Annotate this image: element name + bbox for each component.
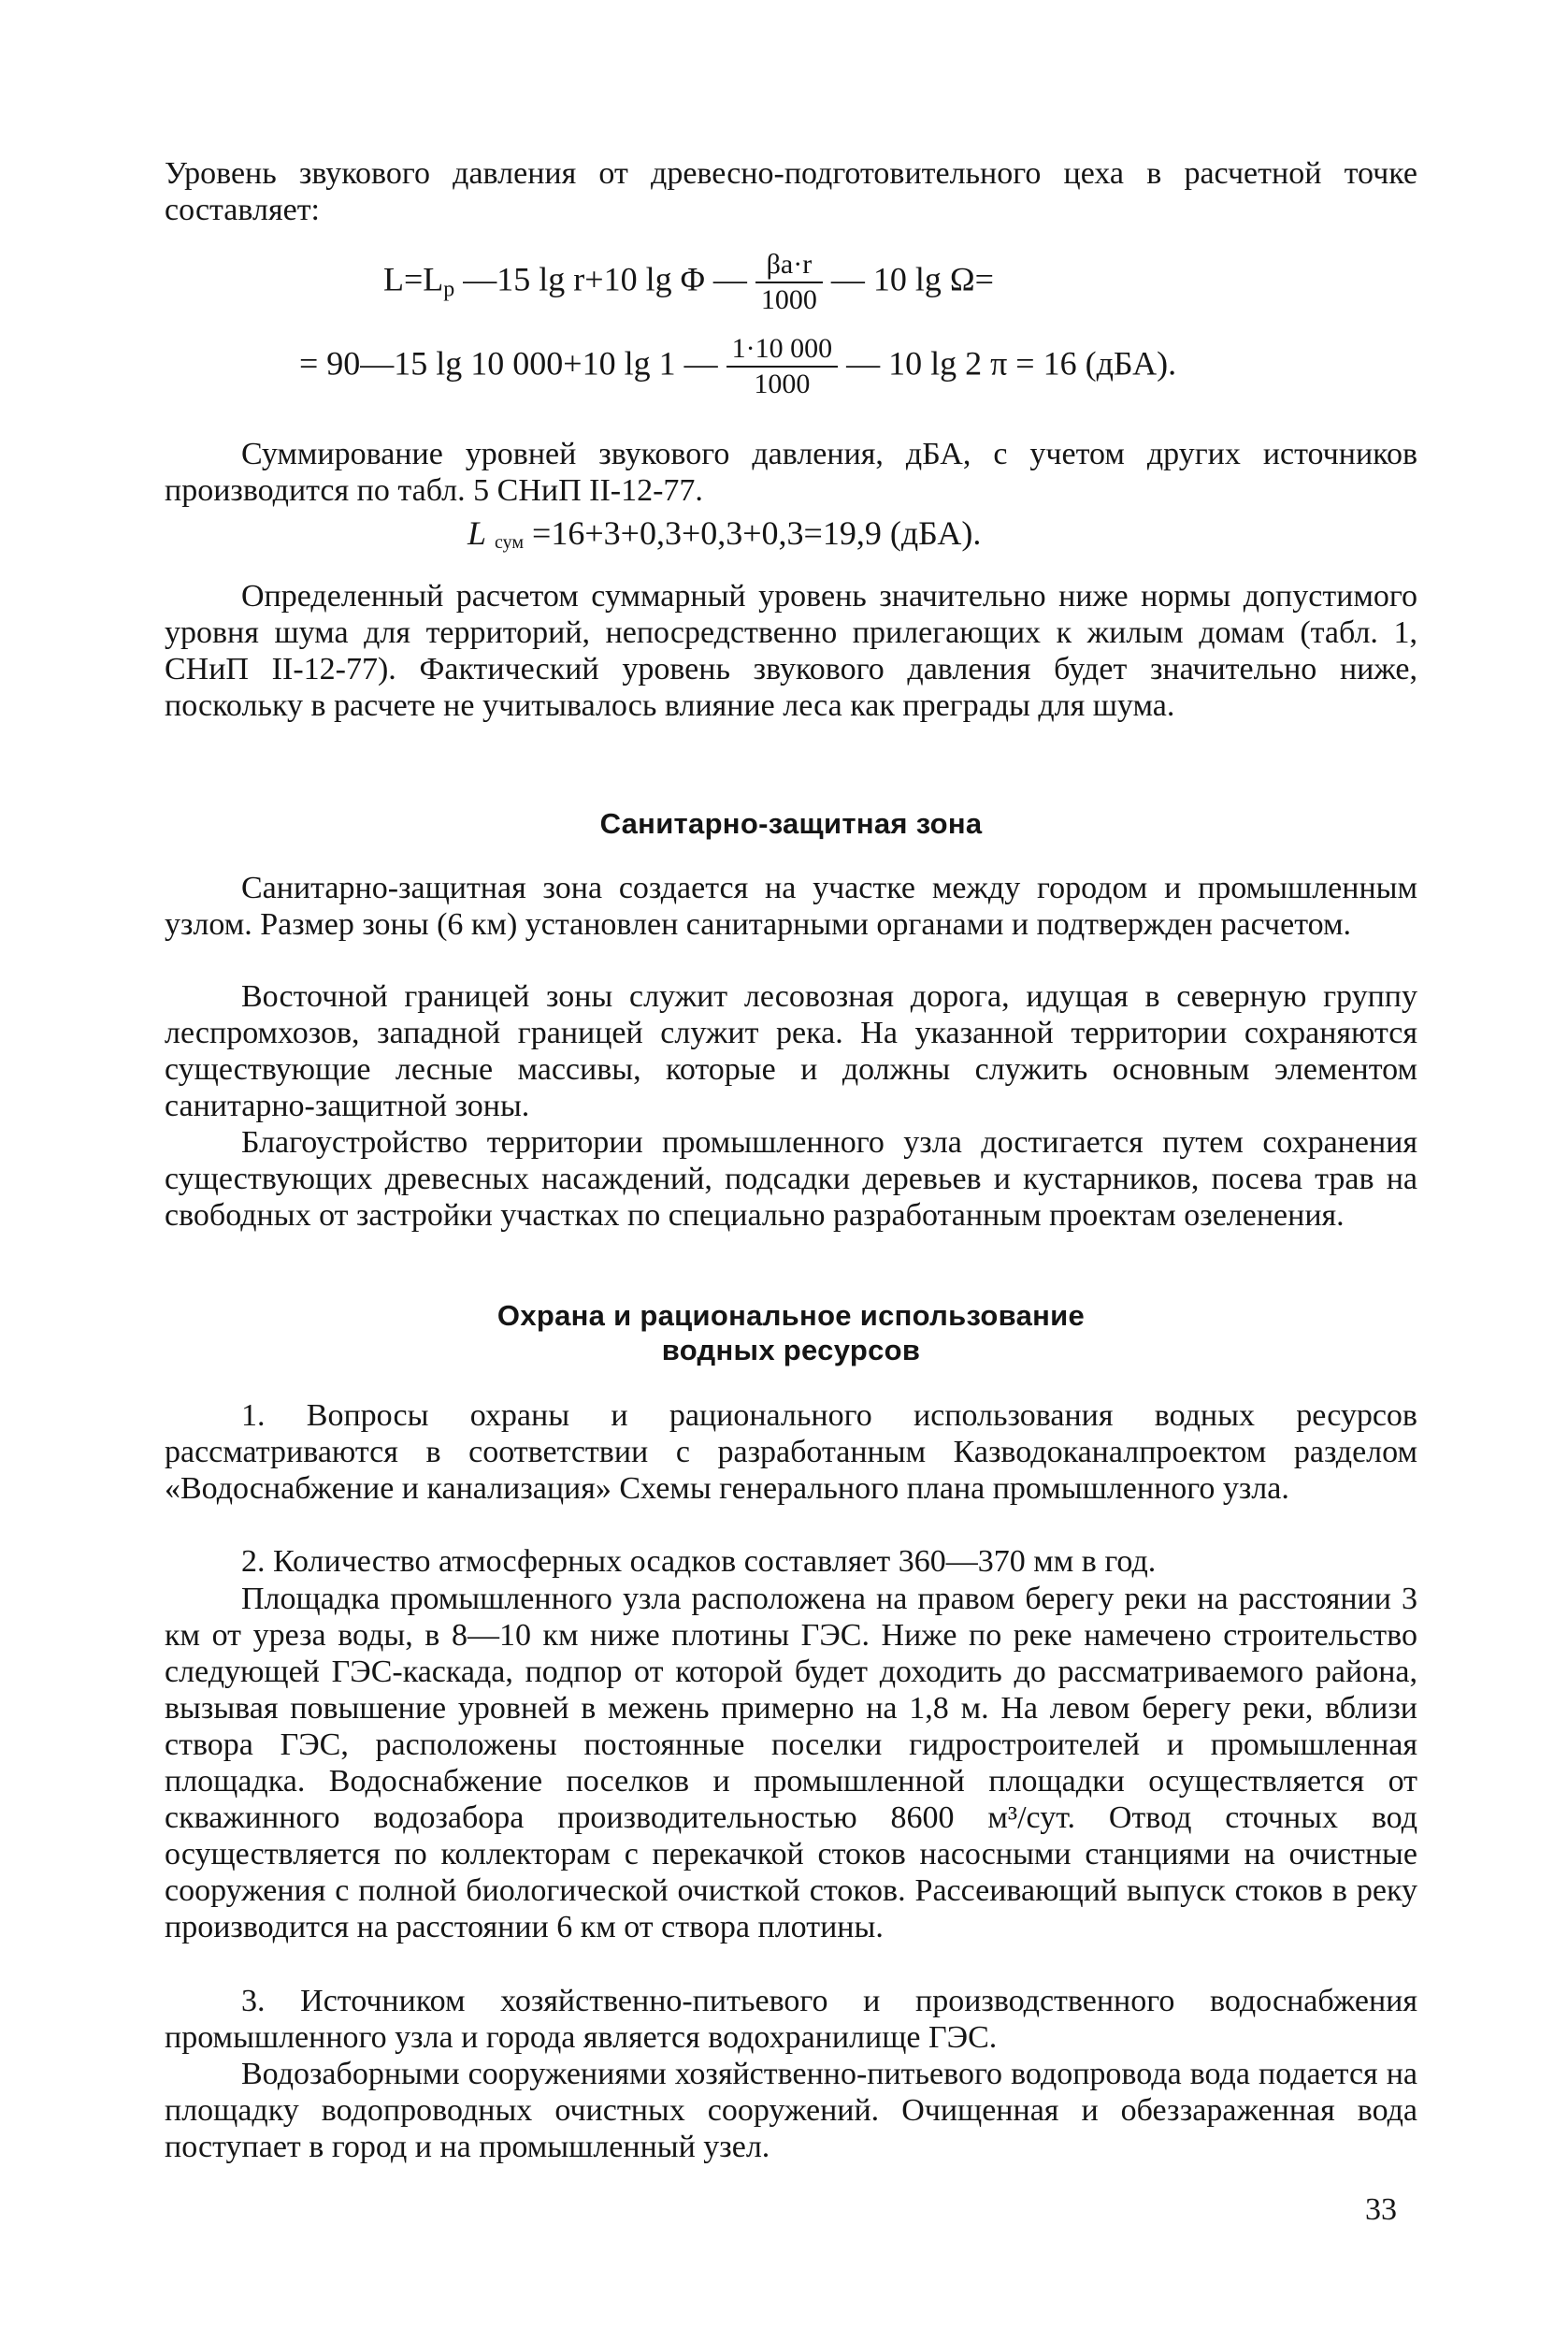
water-paragraph-3: Площадка промышленного узла расположена на правом берегу реки на расстоянии 3 км от уреза воды, в 8—10 км ниже плотины ГЭС. Ниже по реке намечено строительство следующей ГЭС-каскада, подпор от которой будет доходить до рассматриваемого района, вызывая повышение уровней в межень примерно на 1,8 м. На левом берегу реки, вблизи створа ГЭС, расположены постоянные поселки гидростроителей и промышленная площадка. Водоснабжение поселков и промышленной площадки осуществляется от скважинного водозабора производительностью 8600 м³/сут. Отвод сточных вод осуществляется по коллекторам с перекачкой стоков насосными станциями на очистные сооружения с полной биологической очисткой стоков. Рассеивающий выпуск стоков в реку производится на расстоянии 6 км от створа плотины. [165, 1582, 1417, 1944]
formula2-frac-den: 1000 [754, 368, 811, 399]
sum-block [165, 436, 1417, 509]
formula-sum [468, 514, 1309, 561]
sanitary-paragraph-3-block [165, 1124, 1417, 1234]
formula3-rhs: =16+3+0,3+0,3+0,3=19,9 (дБА). [532, 514, 982, 552]
formula2-part1: = 90—15 lg 10 000+10 lg 1 — [299, 344, 718, 383]
sanitary-paragraph-2-block [165, 978, 1417, 1124]
water-paragraph-5-block [165, 2056, 1417, 2165]
formula1-part3: — 10 lg Ω= [830, 260, 994, 298]
section-heading-sanitary: Санитарно-защитная зона [599, 807, 983, 840]
sanitary-paragraph-1-block [165, 870, 1417, 943]
sanitary-paragraph-2: Восточной границей зоны служит лесовозная дорога, идущая в северную группу леспромхозов, западной границей служит река. На указанной территории сохраняются существующие лесные массивы, которые и должны служить основным элементом санитарно-защитной зоны. [165, 979, 1417, 1123]
water-paragraph-2-block [165, 1543, 1417, 1580]
section-heading-water-line2: водных ресурсов [661, 1334, 921, 1366]
water-paragraph-5: Водозаборными сооружениями хозяйственно-питьевого водопровода вода подается на площадку водопроводных очистных сооружений. Очищенная и обеззараженная вода поступает в город и на промышленный узел. [165, 2057, 1417, 2164]
section-sanitary [165, 806, 1417, 841]
formula1-fraction [755, 251, 823, 314]
section-heading-water-line1: Охрана и рациональное использование [496, 1299, 1086, 1332]
page-number: 33 [1365, 2192, 1397, 2227]
intro-paragraph: Уровень звукового давления от древесно-подготовительного цеха в расчетной точке составляет: [165, 156, 1417, 227]
formula-numeric [299, 335, 1328, 398]
water-paragraph-4-block [165, 1983, 1417, 2056]
formula1-part2: —15 lg r+10 lg Φ — [454, 260, 747, 298]
formula1-lhs-sub: p [443, 277, 455, 302]
sum-paragraph: Суммирование уровней звукового давления, дБА, с учетом других источников производится по табл. 5 СНиП II-12-77. [165, 437, 1417, 508]
result-block [165, 578, 1417, 724]
water-paragraph-3-block [165, 1581, 1417, 1945]
sanitary-paragraph-1: Санитарно-защитная зона создается на участке между городом и промышленным узлом. Размер зоны (6 км) установлен санитарными органами и подтвержден расчетом. [165, 871, 1417, 942]
formula2-frac-num: 1·10 000 [726, 335, 839, 368]
water-paragraph-4: 3. Источником хозяйственно-питьевого и производственного водоснабжения промышленного узла и города является водохранилище ГЭС. [165, 1984, 1417, 2055]
sanitary-paragraph-3: Благоустройство территории промышленного узла достигается путем сохранения существующих древесных насаждений, подсадки деревьев и кустарников, посева трав на свободных от застройки участках по специально разработанным проектам озеленения. [165, 1125, 1417, 1233]
formula1-frac-den: 1000 [760, 284, 817, 315]
water-paragraph-1: 1. Вопросы охраны и рационального использования водных ресурсов рассматриваются в соответствии с разработанным Казводоканалпроектом разделом «Водоснабжение и канализация» Схемы генерального плана промышленного узла. [165, 1398, 1417, 1506]
formula1-lhs: L=L [383, 260, 444, 298]
formula-general [383, 251, 1318, 314]
formula3-lhs-sub: сум [495, 532, 525, 553]
formula1-frac-num: βa·r [755, 251, 823, 283]
section-water [165, 1298, 1417, 1367]
intro-block [165, 155, 1417, 228]
result-paragraph: Определенный расчетом суммарный уровень значительно ниже нормы допустимого уровня шума для территорий, непосредственно прилегающих к жилым домам (табл. 1, СНиП II-12-77). Фактический уровень звукового давления будет значительно ниже, поскольку в расчете не учитывалось влияние леса как преграды для шума. [165, 579, 1417, 723]
water-paragraph-1-block [165, 1397, 1417, 1507]
formula3-lhs: L [468, 514, 487, 552]
water-paragraph-2: 2. Количество атмосферных осадков составляет 360—370 мм в год. [241, 1544, 1157, 1579]
formula2-fraction [726, 335, 839, 398]
formula2-part2: — 10 lg 2 π = 16 (дБА). [846, 344, 1177, 383]
